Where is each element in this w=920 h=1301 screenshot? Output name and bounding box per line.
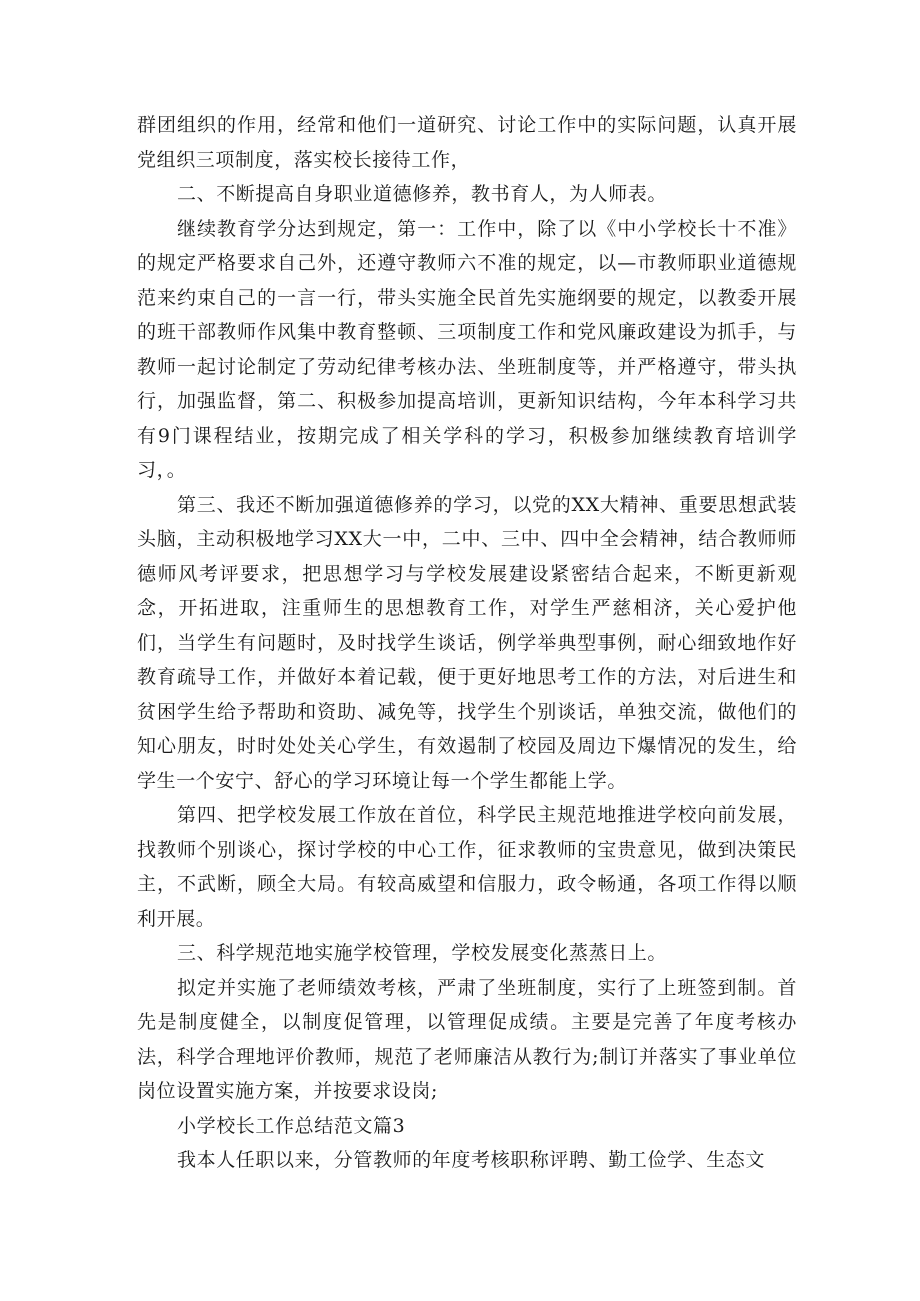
paragraph-third: 第三、我还不断加强道德修养的学习，以党的XX大精神、重要思想武装头脑，主动积极地学习XX大一中，二中、三中、四中全会精神，结合教师师德师风考评要求，把思想学习与学校发展建设紧密结合起来，不断更新观念，开拓进取，注重师生的思想教育工作，对学生严慈相济，关心爱护他们，当学生有问题时，及时找学生谈话，例学举典型事例，耐心细致地作好教育疏导工作，并做好本着记载，便于更好地思考工作的方法，对后进生和贫困学生给予帮助和资助、减免等，找学生个别谈话，单独交流，做他们的知心朋友，时时处处关心学生，有效遏制了校园及周边下爆情况的发生，给学生一个安宁、舒心的学习环境让每一个学生都能上学。 [137,493,797,792]
paragraph-article-start: 我本人任职以来，分管教师的年度考核职称评聘、勤工俭学、生态文 [177,1149,766,1171]
section-heading-two: 二、不断提高自身职业道德修养，教书育人，为人师表。 [177,183,668,205]
article-title: 小学校长工作总结范文篇3 [177,1114,406,1137]
section-heading-three: 三、科学规范地实施学校管理，学校发展变化蒸蒸日上。 [177,942,668,964]
paragraph-fourth: 第四、把学校发展工作放在首位，科学民主规范地推进学校向前发展，找教师个别谈心，探讨学校的中心工作，征求教师的宝贵意见，做到决策民主，不武断，顾全大局。有较高威望和信服力，政令畅通，各项工作得以顺利开展。 [137,804,797,930]
paragraph-continuing-education: 继续教育学分达到规定，第一：工作中，除了以《中小学校长十不准》的规定严格要求自己外，还遵守教师六不准的规定，以—市教师职业道德规范来约束自己的一言一行，带头实施全民首先实施纲要的规定，以教委开展的班干部教师作风集中教育整顿、三项制度工作和党风廉政建设为抓手，与教师一起讨论制定了劳动纪律考核办法、坐班制度等，并严格遵守，带头执行，加强监督，第二、积极参加提高培训，更新知识结构，今年本科学习共有9门课程结业，按期完成了相关学科的学习，积极参加继续教育培训学习，。 [137,217,797,481]
paragraph-performance-assessment: 拟定并实施了老师绩效考核，严肃了坐班制度，实行了上班签到制。首先是制度健全，以制度促管理，以管理促成绩。主要是完善了年度考核办法，科学合理地评价教师，规范了老师廉洁从教行为;制订并落实了事业单位岗位设置实施方案，并按要求设岗; [137,976,797,1102]
paragraph-continuation: 群团组织的作用，经常和他们一道研究、讨论工作中的实际问题，认真开展党组织三项制度，落实校长接待工作， [137,114,797,171]
document-body [137,108,797,1178]
